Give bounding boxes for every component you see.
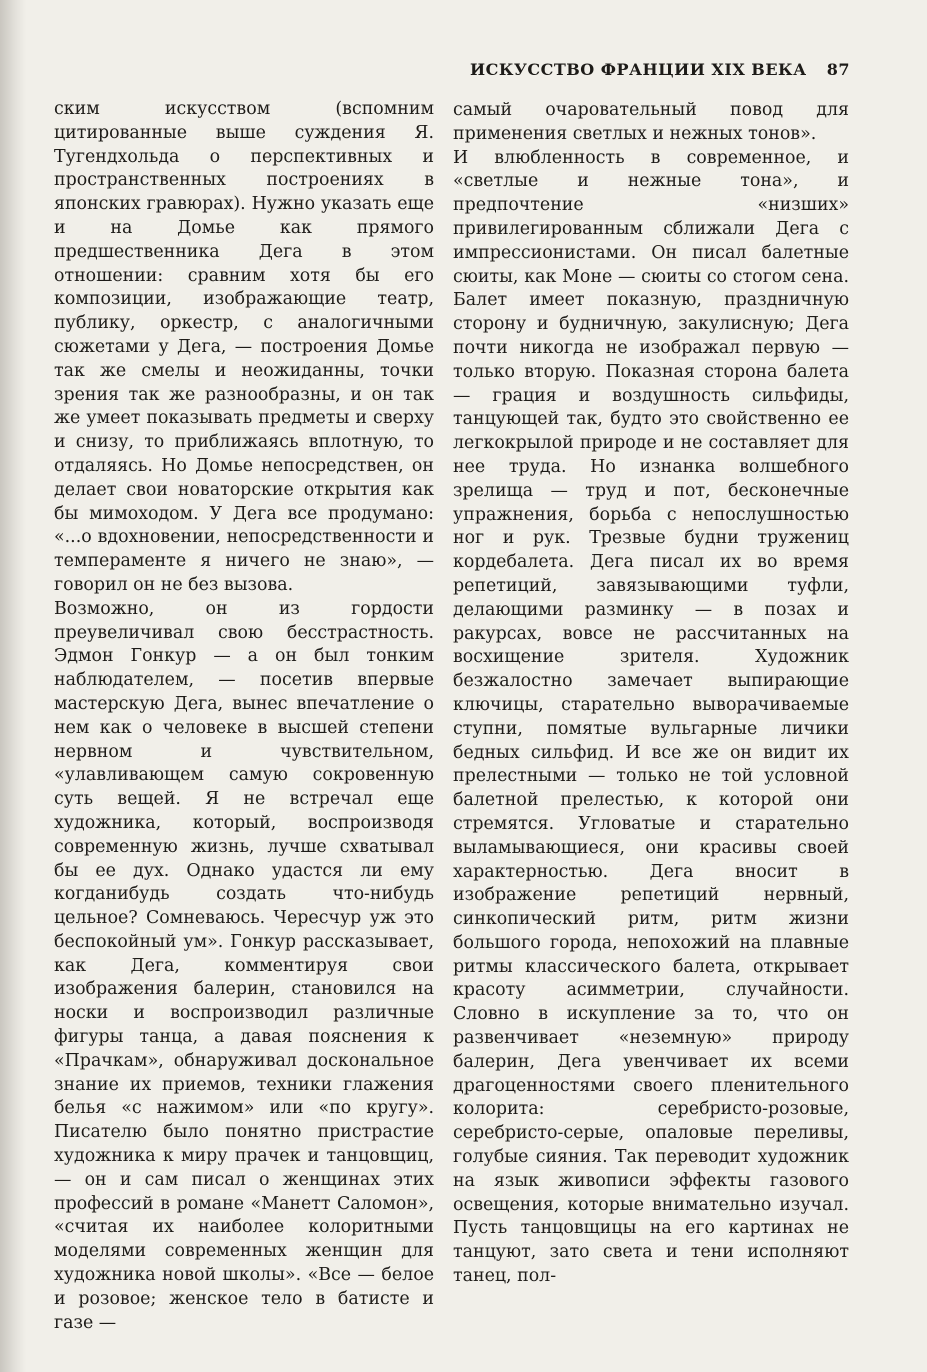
left-column bbox=[54, 98, 434, 1335]
running-header bbox=[470, 60, 850, 84]
page-gutter-shadow bbox=[0, 0, 26, 1372]
page-number: 87 bbox=[826, 60, 850, 79]
paragraph: самый очаровательный повод для применения светлых и нежных тонов». bbox=[453, 100, 849, 144]
right-column bbox=[453, 99, 849, 1289]
paragraph: ским искусством (вспомним цитированные выше суждения Я. Тугендхольда о перспективных и пространственных построениях в японских гравюрах). Нужно указать еще и на Домье как прямого предшественника Дега в этом отношении: сравним хотя бы его композиции, изображающие театр, публику, оркестр, с аналогичными сюжетами у Дега, — построения Домье так же смелы и неожиданны, точки зрения так же разнообразны, и он так же умеет показывать предметы и сверху и снизу, то приближаясь вплотную, то отдаляясь. Но Домье непосредствен, он делает свои новаторские открытия как бы мимоходом. У Дега все продумано: «...о вдохновении, непосредственности и темпераменте я ничего не знаю», — говорил он не без вызова. bbox=[54, 99, 434, 595]
paragraph: Возможно, он из гордости преувеличивал свою бесстрастность. Эдмон Гонкур — а он был тонким наблюдателем, — посетив впервые мастерскую Дега, вынес впечатление о нем как о человеке в высшей степени нервном и чувствительном, «улавливающем самую сокровенную суть вещей. Я не встречал еще художника, который, воспроизводя современную жизнь, лучше схватывал бы ее дух. Однако удастся ли ему когданибудь создать что-нибудь цельное? Сомневаюсь. Чересчур уж это беспокойный ум». Гонкур рассказывает, как Дега, комментируя свои изображения балерин, становился на носки и воспроизводил различные фигуры танца, а давая пояснения к «Прачкам», обнаруживал доскональное знание их приемов, техники глажения белья «с нажимом» или «по кругу». Писателю было понятно пристрастие художника к миру прачек и танцовщиц, — он и сам писал о женщинах этих профессий в романе «Манетт Саломон», «считая их наиболее колоритными моделями современных женщин для художника новой школы». «Все — белое и розовое; женское тело в батисте и газе — bbox=[54, 598, 434, 1333]
paragraph: И влюбленность в современное, и «светлые и нежные тона», и предпочтение «низших» привилегированным сближали Дега с импрессионистами. Он писал балетные сюиты, как Моне — сюиты со стогом сена. Балет имеет показную, праздничную сторону и будничную, закулисную; Дега почти никогда не изображал первую — только вторую. Показная сторона балета — грация и воздушность сильфиды, танцующей так, будто это свойственно ее легкокрылой природе и не составляет для нее труда. Но изнанка волшебного зрелища — труд и пот, бесконечные упражнения, борьба с непослушностью ног и рук. Трезвые будни тружениц кордебалета. Дега писал их во время репетиций, завязывающими туфли, делающими разминку — в позах и ракурсах, вовсе не рассчитанных на восхищение зрителя. Художник безжалостно замечает выпирающие ключицы, старательно выворачиваемые ступни, помятые вульгарные личики бедных сильфид. И все же он видит их прелестными — только не той условной балетной прелестью, к которой они стремятся. Угловатые и старательно выламывающиеся, они красивы своей характерностью. Дега вносит в изображение репетиций нервный, синкопический ритм, ритм жизни большого города, непохожий на плавные ритмы классического балета, открывает красоту асимметрии, случайности. Словно в искупление за то, что он развенчивает «неземную» природу балерин, Дега увенчивает их всеми драгоценностями своего пленительного колорита: серебристо-розовые, серебристо-серые, опаловые переливы, голубые сияния. Так переводит художник на язык живописи эффекты газового освещения, которые внимательно изучал. Пусть танцовщицы на его картинах не танцуют, зато света и тени исполняют танец, пол- bbox=[453, 147, 849, 1287]
running-title: ИСКУССТВО ФРАНЦИИ XIX ВЕКА bbox=[470, 60, 807, 79]
